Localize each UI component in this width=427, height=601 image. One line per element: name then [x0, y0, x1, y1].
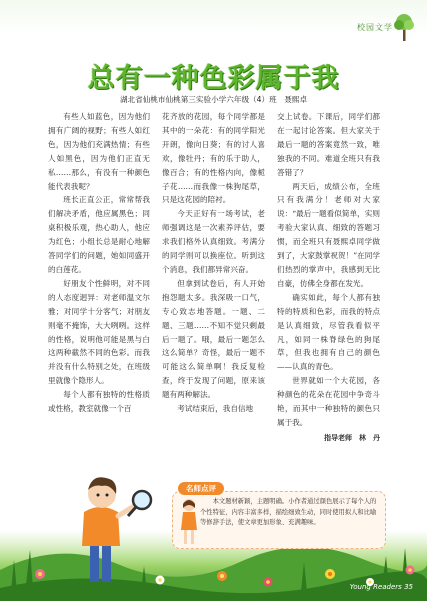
paragraph: 有些人如蓝色，因为他们拥有广阔的视野；有些人如红色，因为他们充满热情；有些人如黑色，因为他们正直无私……那么，有没有一种颜色能代表我呢？: [48, 112, 150, 191]
paragraph: 世界就如一个大花园，各种颜色的花朵在花园中争奇斗艳，而其中一种独特的颜色只属于我。: [277, 376, 380, 427]
paragraph: 但拿到试卷后，有人开始抱怨题太多。我深吸一口气，专心致志地答题。一题、二题、三题……不知不觉只剩最后一题了。哦，最后一题怎么这么简单？奇怪，最后一题不可能这么简单啊！我反复检查，终于发现了问题，原来该题有两种解法。: [162, 278, 265, 400]
teacher-credit: 指导老师 林 丹: [324, 433, 380, 442]
text-column-1: [48, 110, 150, 416]
text-column-3: [277, 110, 380, 446]
paragraph: 每个人都有独特的性格质或性格，教室就像一个百: [48, 390, 150, 414]
paragraph: 今天正好有一场考试，老师强调这是一次素养评估，要求我们格外认真细致。考满分的同学则可以换座位。听到这个消息，我们都异常兴奋。: [162, 209, 265, 274]
paragraph: 好朋友个性鲜明，对不同的人态度迥异：对老师温文尔雅；对同学十分客气；对朋友则毫不掩饰，大大咧咧。这样的性格，说明他可能是黑与白这两种截然不同的色彩。而我并没有什么特别之处，在班级里就像个隐形人。: [48, 278, 150, 386]
text-column-2: [162, 110, 265, 416]
section-tag: 校园文学: [357, 23, 393, 32]
girl-icon: [178, 496, 200, 546]
paragraph: 班长正直公正，常常帮我们解决矛盾，他应属黑色；同桌积极乐观，热心助人，他应为红色；小组长总是耐心地解答同学们的问题，她如同盛开的白莲花。: [48, 195, 150, 274]
article-byline: 湖北省仙桃市仙桃第三实验小学六年级（4）班 聂熙卓: [119, 95, 308, 104]
paragraph: 交上试卷。下课后，同学们都在一起讨论答案。但大家关于最后一题的答案竟然一致，唯独我的不同。难道全班只有我答错了？: [277, 112, 380, 177]
page-number: 35: [404, 583, 413, 591]
article-title: 总有一种色彩属于我: [87, 63, 340, 94]
comment-text: 本文题材新颖，主题明确。小作者通过颜色展示了每个人的个性特征，内容丰富多样，描绘细致生动，同时使用拟人和比喻等修辞手法，使文章更加形象、充满趣味。: [200, 498, 377, 527]
magazine-name: Young Readers: [349, 583, 402, 591]
paragraph: 花齐放的花园，每个同学都是其中的一朵花：有的同学阳光开朗，像向日葵；有的讨人喜欢，像牡丹；有的乐于助人，像百合；有的性格内向，像栀子花……而我像一株狗尾草，只是这花园的陪衬。: [162, 112, 265, 205]
paragraph: 两天后，成绩公布，全班只有我满分！老师对大家说：“最后一题看似简单，实则考验大家认真、细致的答题习惯，而全班只有聂熙卓同学做到了，大家鼓掌祝贺！”在同学们热烈的掌声中，我感到无比自豪，仿佛全身都在发光。: [277, 181, 380, 288]
paragraph: 确实如此，每个人都有独特的特质和色彩，而我的特点是认真细致，尽管我看似平凡，如同一株脊绿色的狗尾草，但我也拥有自己的颜色——认真的青色。: [277, 292, 380, 372]
page-footer: [350, 583, 413, 591]
comment-label: 名师点评: [178, 482, 224, 495]
paragraph: 考试结束后，我自信地: [177, 404, 254, 414]
tree-icon: [393, 12, 415, 42]
